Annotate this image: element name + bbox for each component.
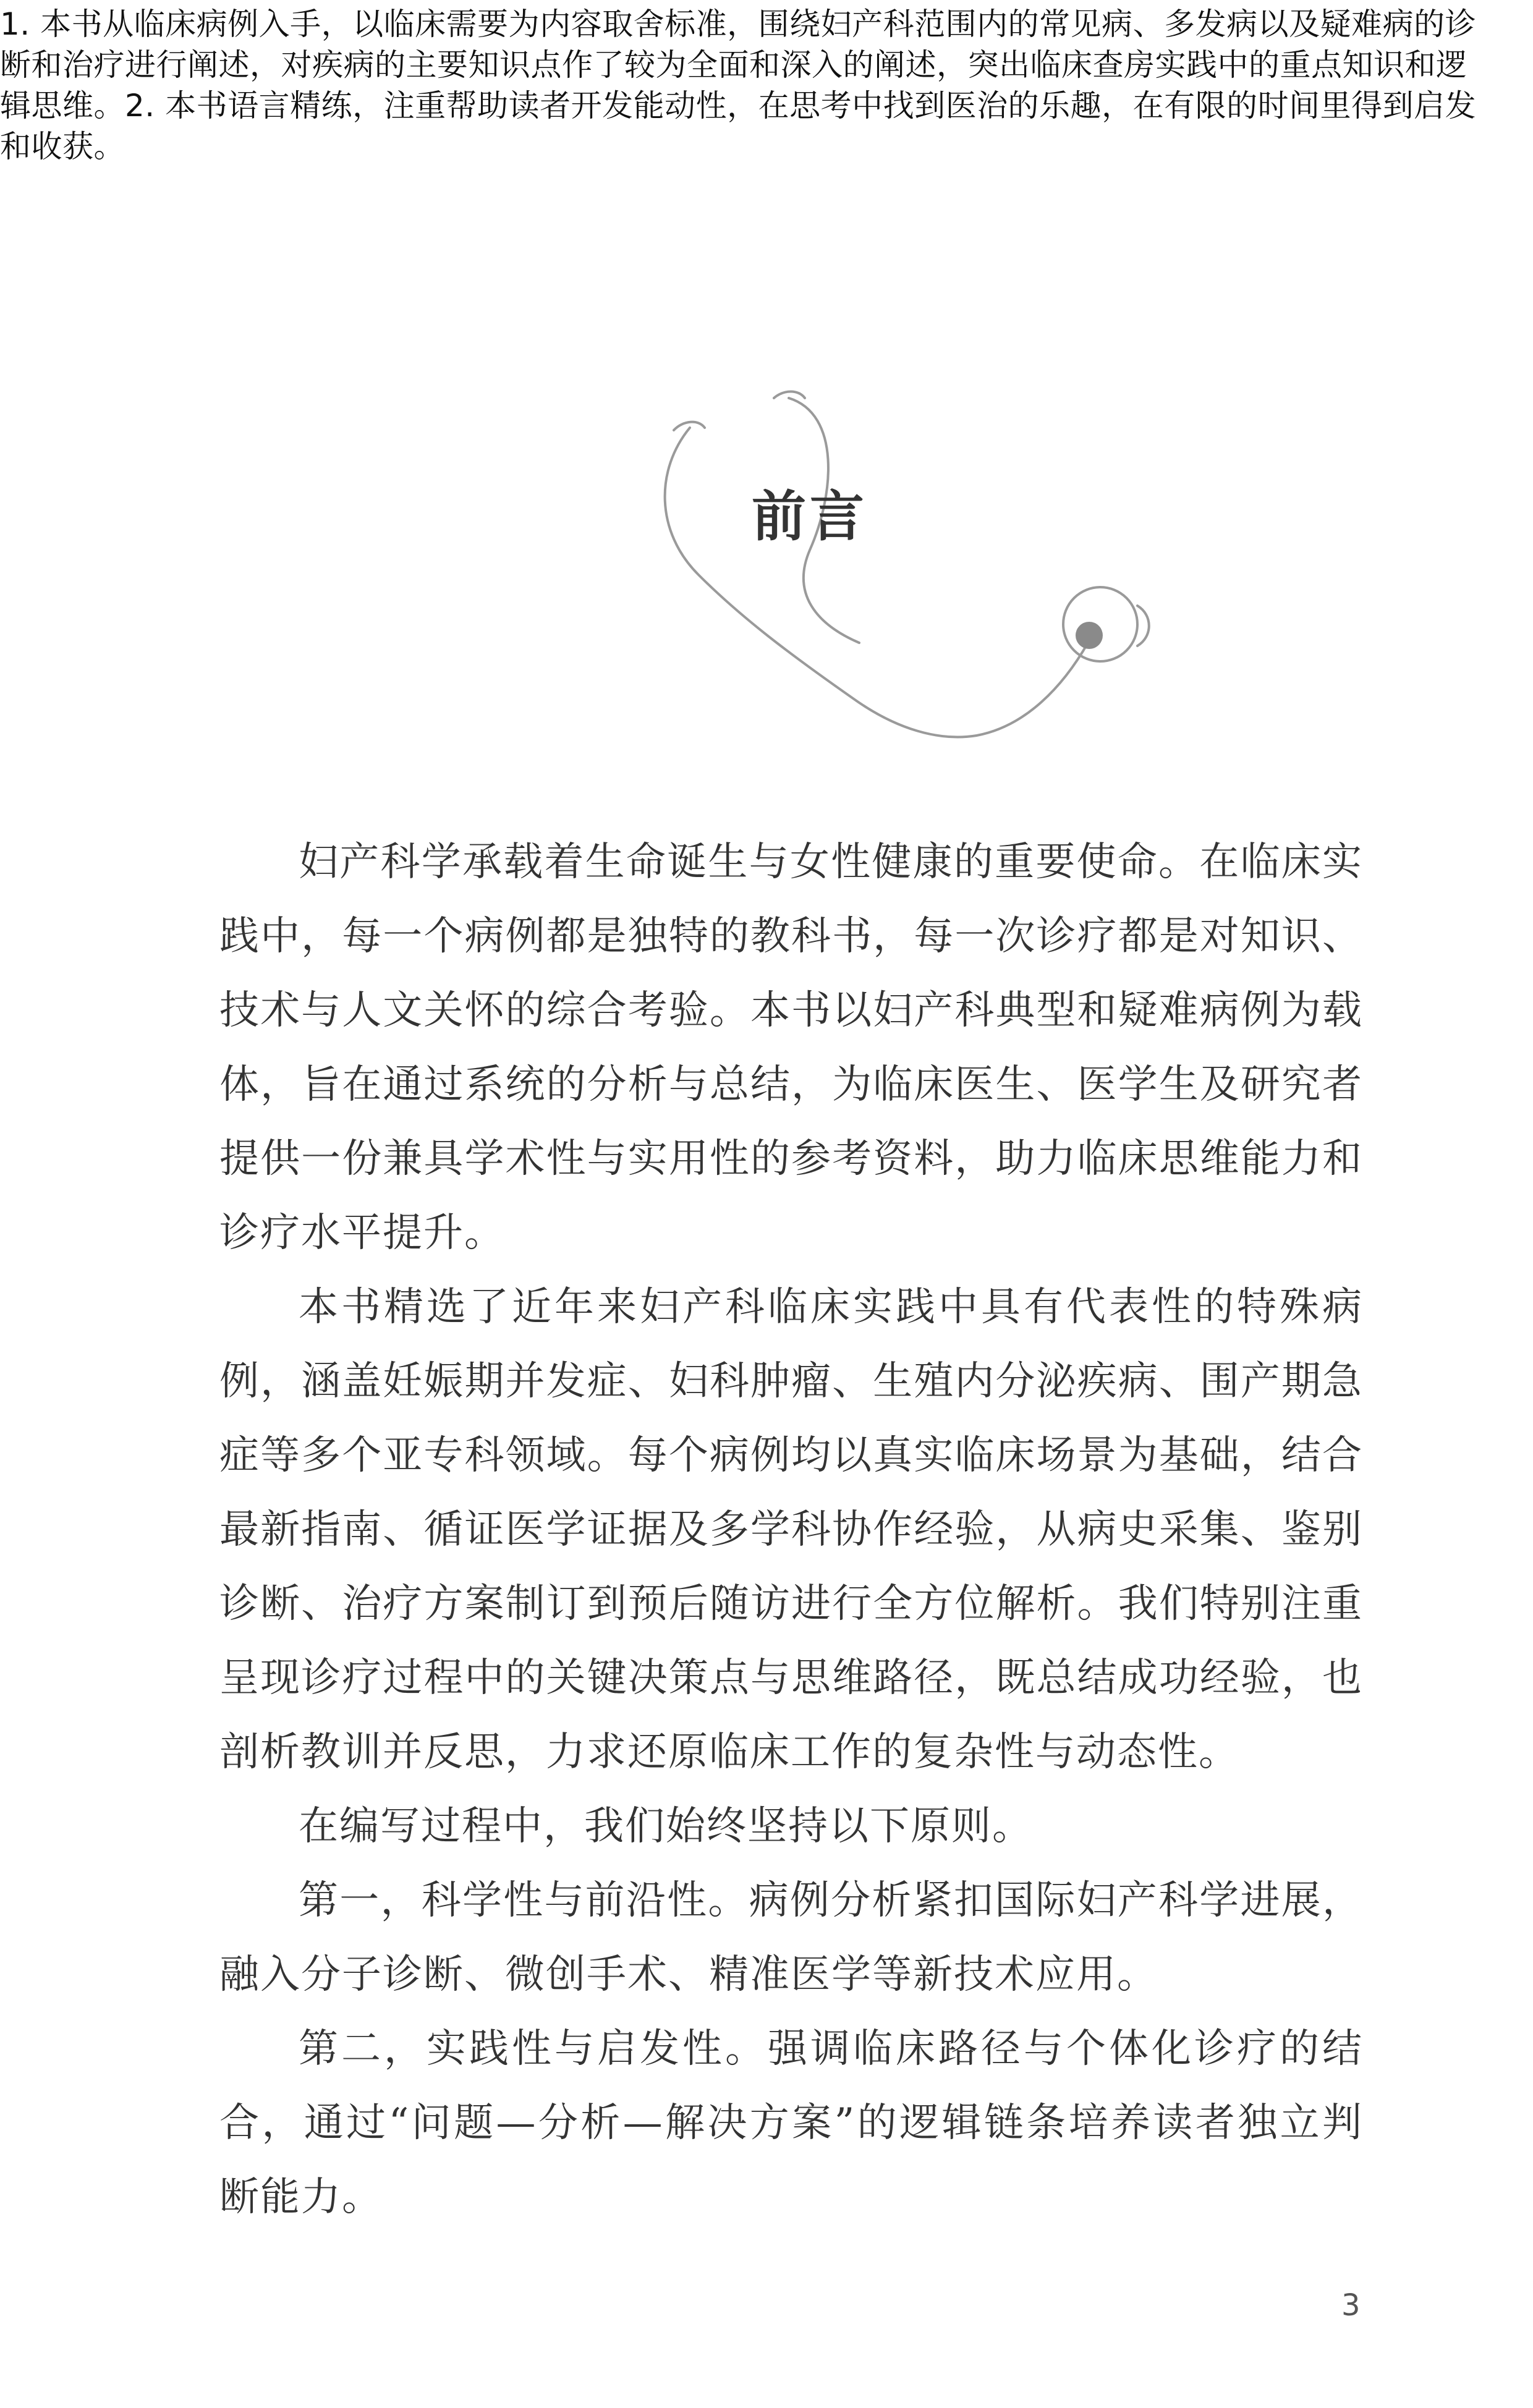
paragraph: 在编写过程中，我们始终坚持以下原则。 xyxy=(299,1804,1033,1849)
stethoscope-icon xyxy=(631,371,1249,766)
page-number: 3 xyxy=(1341,2288,1361,2323)
preface-body xyxy=(219,825,1363,2234)
paragraph: 妇产科学承载着生命诞生与女性健康的重要使命。在临床实践中，每一个病例都是独特的教科书，每一次诊疗都是对知识、技术与人文关怀的综合考验。本书以妇产科典型和疑难病例为载体，旨在通过系统的分析与总结，为临床医生、医学生及研究者提供一份兼具学术性与实用性的参考资料，助力临床思维能力和诊疗水平提升。 xyxy=(219,839,1363,1256)
paragraph: 第一，科学性与前沿性。病例分析紧扣国际妇产科学进展，融入分子诊断、微创手术、精准医学等新技术应用。 xyxy=(219,1878,1363,1998)
paragraph: 本书精选了近年来妇产科临床实践中具有代表性的特殊病例，涵盖妊娠期并发症、妇科肿瘤、生殖内分泌疾病、围产期急症等多个亚专科领域。每个病例均以真实临床场景为基础，结合最新指南、循证医学证据及多学科协作经验，从病史采集、鉴别诊断、治疗方案制订到预后随访进行全方位解析。我们特别注重呈现诊疗过程中的关键决策点与思维路径，既总结成功经验，也剖析教训并反思，力求还原临床工作的复杂性与动态性。 xyxy=(219,1284,1363,1775)
promo-text: 1. 本书从临床病例入手，以临床需要为内容取舍标准，围绕妇产科范围内的常见病、多发病以及疑难病的诊断和治疗进行阐述，对疾病的主要知识点作了较为全面和深入的阐述，突出临床查房实践中的重点知识和逻辑思维。2. 本书语言精练，注重帮助读者开发能动性，在思考中找到医治的乐趣，在有限的时间里得到启发和收获。 xyxy=(0,6,1477,164)
paragraph: 第二，实践性与启发性。强调临床路径与个体化诊疗的结合，通过“问题—分析—解决方案”的逻辑链条培养读者独立判断能力。 xyxy=(219,2026,1363,2220)
page-title: 前言 xyxy=(751,484,868,548)
